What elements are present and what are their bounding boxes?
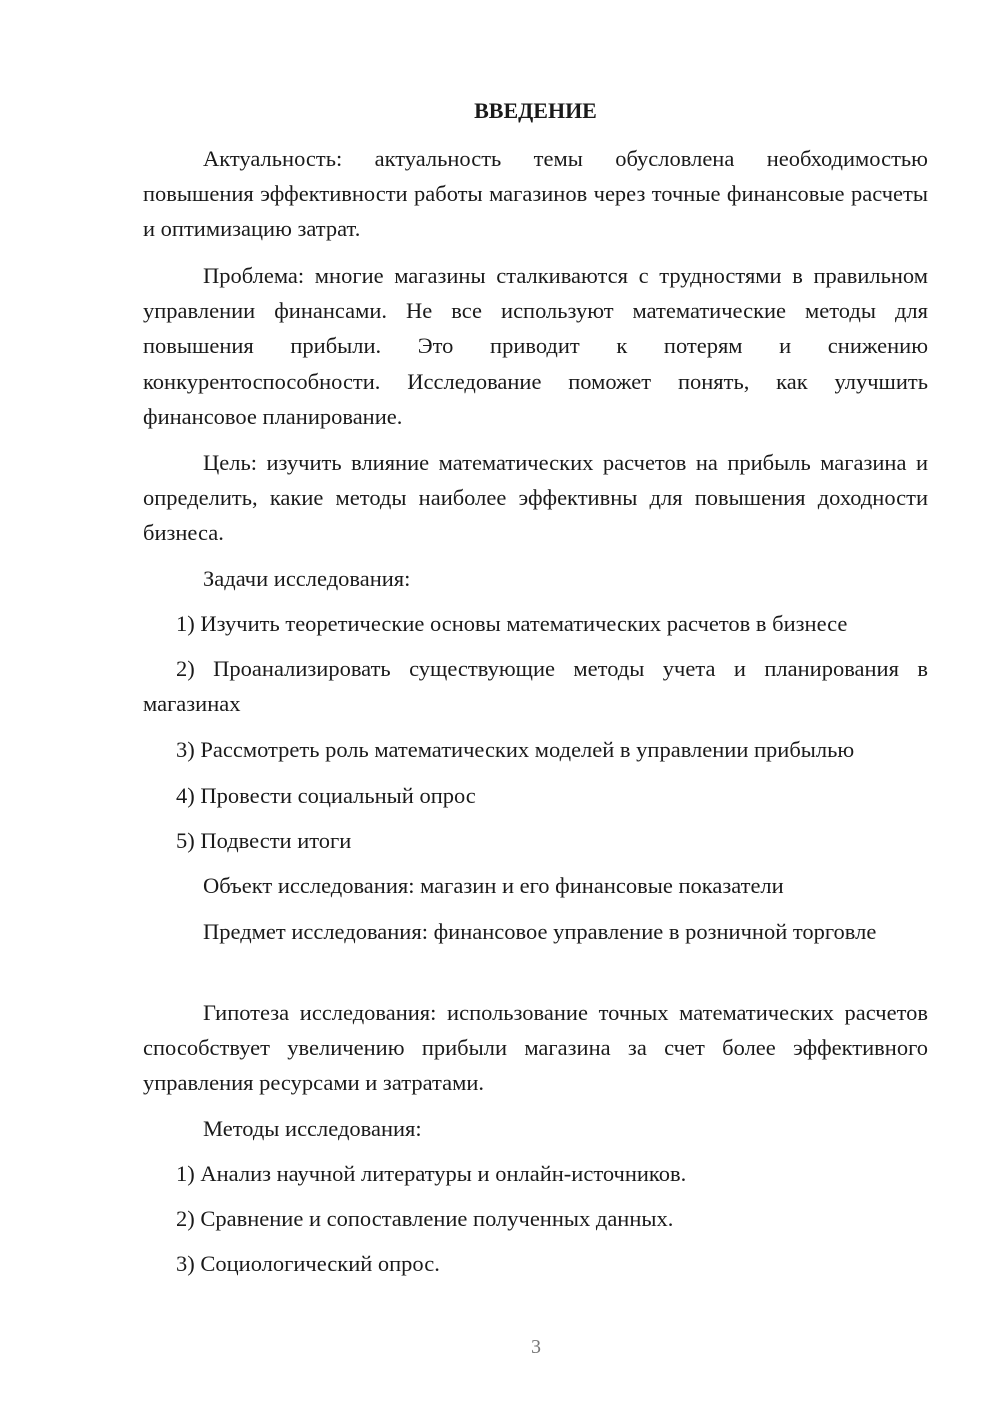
paragraph-goal: Цель: изучить влияние математических расчетов на прибыль магазина и определить, какие методы наиболее эффективны для повышения доходности бизнеса. xyxy=(143,450,928,546)
task-item: 2) Проанализировать существующие методы учета и планирования в магазинах xyxy=(143,656,928,717)
task-item: 4) Провести социальный опрос xyxy=(176,783,476,808)
page-number: 3 xyxy=(531,1336,541,1358)
tasks-heading: Задачи исследования: xyxy=(203,566,411,591)
paragraph-relevance: Актуальность: актуальность темы обусловлена необходимостью повышения эффективности работы магазинов через точные финансовые расчеты и оптимизацию затрат. xyxy=(143,146,928,242)
task-item: 5) Подвести итоги xyxy=(176,828,352,853)
task-item: 1) Изучить теоретические основы математических расчетов в бизнесе xyxy=(176,611,848,636)
methods-heading: Методы исследования: xyxy=(203,1116,422,1141)
paragraph-subject: Предмет исследования: финансовое управление в розничной торговле xyxy=(203,919,877,944)
method-item: 2) Сравнение и сопоставление полученных данных. xyxy=(176,1206,674,1231)
method-item: 3) Социологический опрос. xyxy=(176,1251,440,1276)
section-heading: ВВЕДЕНИЕ xyxy=(474,98,597,123)
method-item: 1) Анализ научной литературы и онлайн-источников. xyxy=(176,1161,687,1186)
task-item: 3) Рассмотреть роль математических моделей в управлении прибылью xyxy=(176,737,855,762)
paragraph-hypothesis: Гипотеза исследования: использование точных математических расчетов способствует увеличению прибыли магазина за счет более эффективного управления ресурсами и затратами. xyxy=(143,1000,928,1096)
paragraph-problem: Проблема: многие магазины сталкиваются с трудностями в правильном управлении финансами. Не все используют математические методы для повышения прибыли. Это приводит к потерям и снижению конкурентоспособности. Исследование поможет понять, как улучшить финансовое планирование. xyxy=(143,263,928,429)
paragraph-object: Объект исследования: магазин и его финансовые показатели xyxy=(203,873,784,898)
